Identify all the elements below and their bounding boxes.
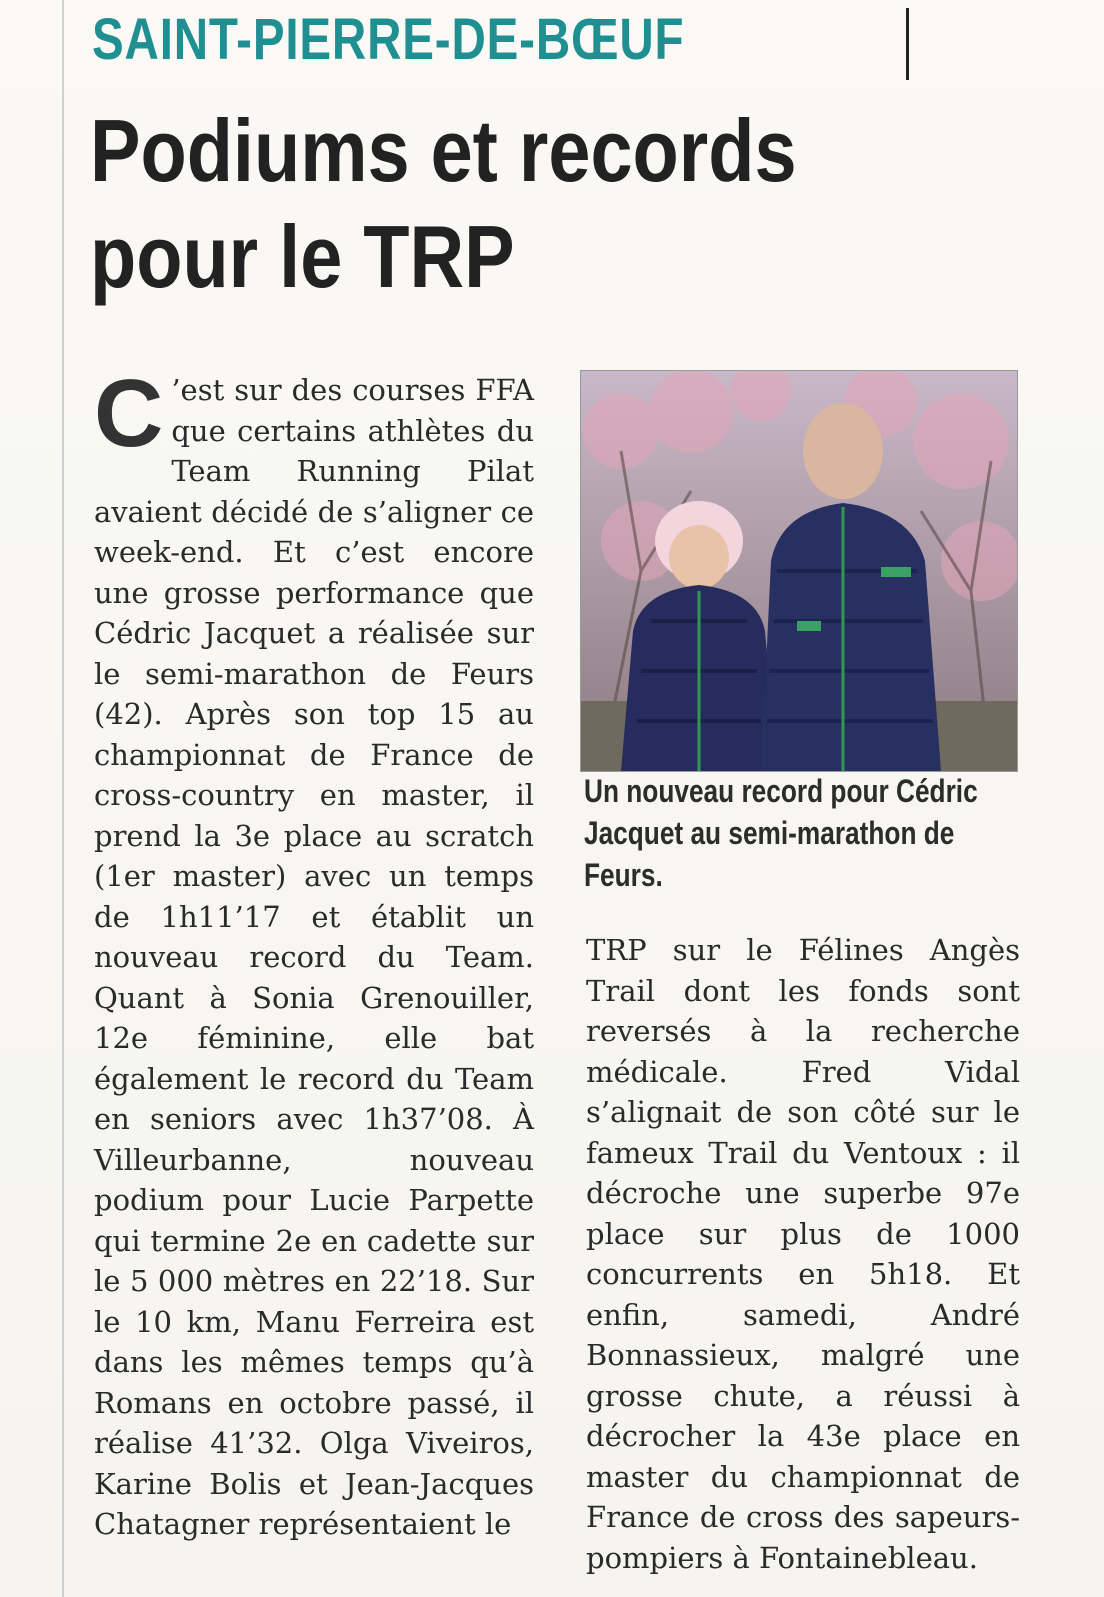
article-column-left [94,360,534,1570]
article-body-left: ’est sur des courses FFA que certains athlètes du Team Running Pilat avaient décidé de s’aligner ce week-end. Et c’est encore une grosse performance que Cédric Jacquet a réalisée sur le semi-marathon de Feurs (42). Après son top 15 au championnat de France de cross-country en master, il prend la 3e place au scratch (1er master) avec un temps de 1h11’17 et établit un nouveau record du Team. Quant à Sonia Grenouiller, 12e féminine, elle bat également le record du Team en seniors avec 1h37’08. À Villeurbanne, nouveau podium pour Lucie Parpette qui termine 2e en cadette sur le 5 000 mètres en 22’18. Sur le 10 km, Manu Ferreira est dans les mêmes temps qu’à Romans en octobre passé, il réalise 41’32. Olga Viveiros, Karine Bolis et Jean-Jacques Chatagner représentaient le [94,373,534,1541]
article-photo [580,370,1018,772]
article-headline: Podiums et records pour le TRP [90,101,797,306]
photo-caption: Un nouveau record pour Cédric Jacquet au semi-marathon de Feurs. [584,773,978,893]
clipping-edge [62,0,64,1597]
article-body-right: TRP sur le Félines Angès Trail dont les fonds sont reversés à la recherche médicale. Fred Vidal s’alignait de son côté sur le fameux Trail du Ventoux : il décroche une superbe 97e place sur plus de 1000 concurrents en 5h18. Et enfin, samedi, André Bonnassieux, malgré une grosse chute, a réussi à décrocher la 43e place en master du championnat de France de cross des sapeurs-pompiers à Fontainebleau. [586,933,1020,1575]
article-column-right [586,930,1020,1575]
section-kicker: SAINT-PIERRE-DE-BŒUF [92,7,685,72]
drop-cap: C [94,360,164,467]
kicker-divider [906,8,909,80]
runners-photo-illustration [581,371,1017,771]
